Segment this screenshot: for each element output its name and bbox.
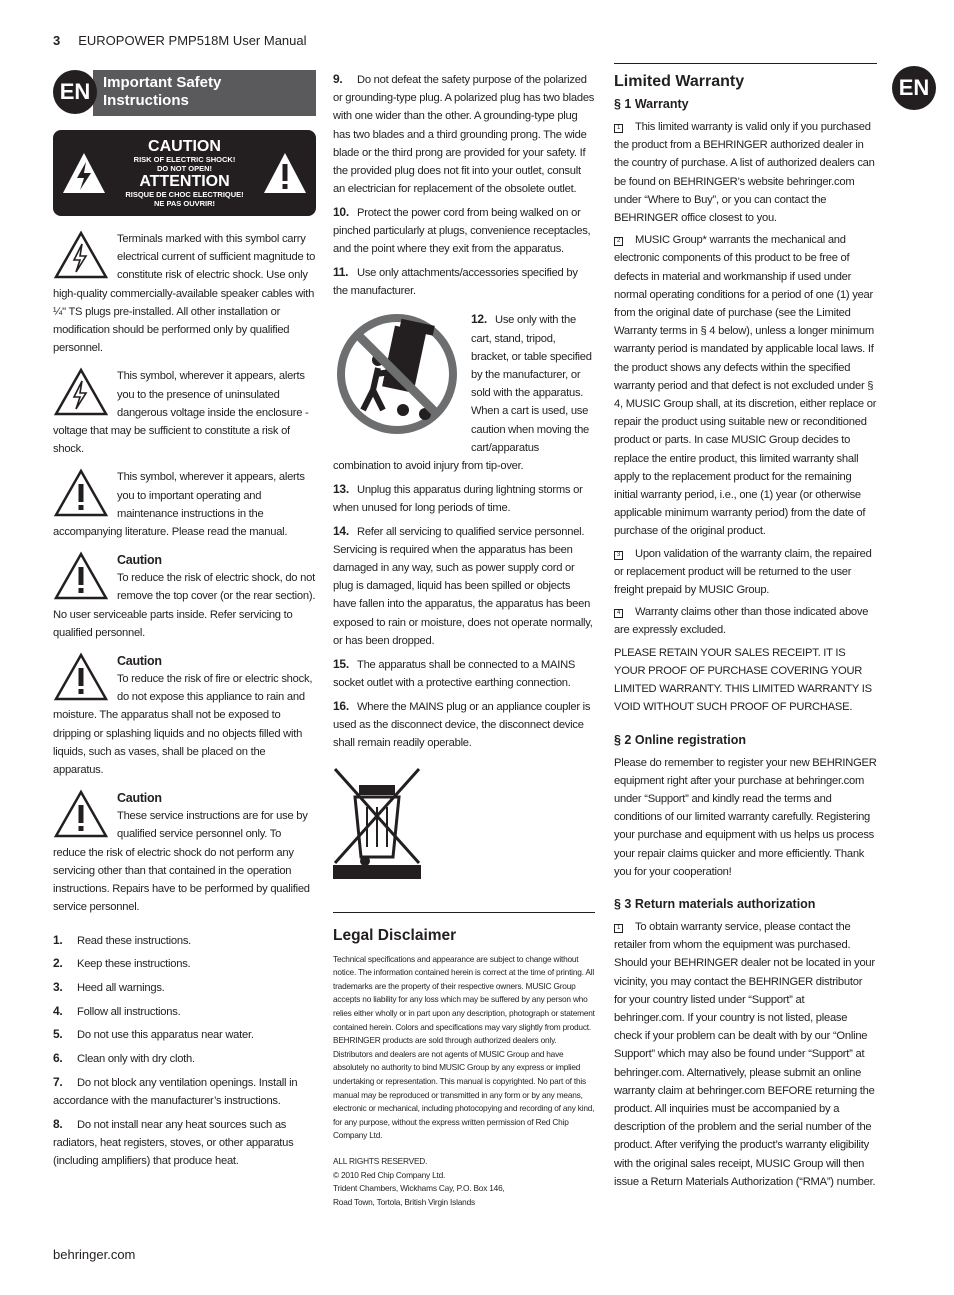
list-item: [333, 70, 595, 198]
item-number: 2.: [53, 956, 63, 971]
item-number: 16.: [333, 698, 349, 713]
item-text: Where the MAINS plug or an appliance coupler is used as the disconnect device, the disconnect device shall remain readily operable.: [333, 700, 591, 749]
item-text: Read these instructions.: [77, 934, 192, 947]
item-number: 10.: [333, 204, 349, 219]
number-marker: 1: [614, 924, 623, 933]
item-number: 4.: [53, 1003, 63, 1018]
list-item: [333, 522, 595, 650]
safety-list: [53, 931, 316, 1171]
warranty-text: Upon validation of the warranty claim, the repaired or replacement product will be returned to the user freight prepaid by MUSIC Group.: [614, 547, 872, 597]
warranty-para: [614, 118, 877, 227]
list-item: [53, 1073, 316, 1110]
warranty-para: [614, 545, 877, 600]
symbol-note: [53, 230, 316, 357]
warranty-column: [614, 63, 877, 1191]
symbol-text: Terminals marked with this symbol carry electrical current of sufficient magnitude to constitute risk of electric shock. Use only high-quality commercially-available speaker cables with ¼" TS plugs pre-installed. All other installation or modification should be performed only by qualified personnel.: [53, 233, 316, 355]
rma-text: To obtain warranty service, please contact the retailer from whom the equipment was purchased. Should your BEHRINGER dealer not be located in your vicinity, you may contact the BEHRINGER distributor for your country listed under “Support” at behringer.com. If your country is not listed, please check if your problem can be dealt with by our “Online Support” which may also be found under “Support” at behringer.com. Alternatively, please submit an online warranty claim at behringer.com BEFORE returning the product. All inquiries must be accompanied by a description of the problem and the serial number of the product. After verifying the product’s warranty eligibility with the original sales receipt, MUSIC Group will then issue a Return Materials Authorization (“RMA”) number.: [614, 920, 876, 1188]
warranty-para: [614, 231, 877, 540]
list-item: [333, 480, 595, 517]
warranty-text: Warranty claims other than those indicated above are expressly excluded.: [614, 606, 869, 637]
list-item: [333, 310, 595, 475]
number-marker: 2: [614, 237, 623, 246]
item-number: 5.: [53, 1027, 63, 1042]
item-text: Clean only with dry cloth.: [77, 1053, 195, 1066]
list-item: [53, 1025, 316, 1044]
list-item: [333, 697, 595, 753]
symbol-note: [53, 367, 316, 458]
receipt-notice: PLEASE RETAIN YOUR SALES RECEIPT. IT IS YOUR PROOF OF PURCHASE COVERING YOUR LIMITED WARRANTY. THIS LIMITED WARRANTY IS VOID WITHOUT SUCH PROOF OF PURCHASE.: [614, 646, 872, 714]
exclamation-warning-icon: [53, 789, 109, 839]
item-text: Follow all instructions.: [77, 1005, 181, 1018]
item-text: Do not defeat the safety purpose of the polarized or grounding-type plug. A polarized plug has two blades with one wider than the other. A grounding-type plug has two blades and a third grounding prong. The wide blade or the third prong are provided for your safety. If the provided plug does not fit into your outlet, consult an electrician for replacement of the obsolete outlet.: [333, 74, 595, 196]
symbol-text: This symbol, wherever it appears, alerts you to the presence of uninsulated dangerous voltage inside the enclosure - voltage that may be sufficient to constitute a risk of shock.: [53, 370, 309, 456]
item-text: Keep these instructions.: [77, 958, 191, 971]
safety-column-2: [333, 70, 595, 1209]
list-item: [53, 978, 316, 997]
number-marker: 1: [614, 124, 623, 133]
list-item: [53, 931, 316, 950]
caution-note: [53, 652, 316, 779]
en-badge: EN: [53, 70, 97, 114]
item-text: Use only attachments/accessories specified by the manufacturer.: [333, 267, 578, 298]
item-text: The apparatus shall be connected to a MAINS socket outlet with a protective earthing connection.: [333, 658, 576, 689]
item-number: 3.: [53, 979, 63, 994]
caution-label: [53, 130, 316, 216]
item-text: Heed all warnings.: [77, 981, 165, 994]
caution-line-1: CAUTION: [148, 138, 221, 155]
item-text: Unplug this apparatus during lightning storms or when unused for long periods of time.: [333, 483, 583, 514]
exclamation-warning-icon: [53, 652, 109, 702]
registration-heading: § 2 Online registration: [614, 732, 746, 747]
list-item: [53, 1115, 316, 1171]
warranty-text: This limited warranty is valid only if you purchased the product from a BEHRINGER authorized dealer in the country of purchase. A list of authorized dealers can be found on BEHRINGER’s website behringer.com under “Where to Buy”, or you can contact the BEHRINGER office closest to you.: [614, 121, 875, 225]
warranty-para: [614, 918, 877, 1191]
address-line-1: Trident Chambers, Wickhams Cay, P.O. Box 146,: [333, 1183, 505, 1194]
symbol-note: [53, 468, 316, 541]
caution-line-3: DO NOT OPEN!: [156, 164, 212, 173]
weee-crossed-bin-icon: [333, 767, 421, 879]
number-marker: 4: [614, 609, 623, 618]
caution-note: [53, 789, 316, 916]
rma-heading: § 3 Return materials authorization: [614, 896, 816, 911]
caution-text: These service instructions are for use by qualified service personnel only. To reduce the risk of electric shock do not perform any servicing other than that contained in the operation instructions. Repairs have to be performed by qualified service personnel.: [53, 810, 310, 914]
item-number: 8.: [53, 1116, 63, 1131]
list-item: [333, 263, 595, 300]
all-rights: ALL RIGHTS RESERVED.: [333, 1155, 428, 1166]
copyright: © 2010 Red Chip Company Ltd.: [333, 1169, 446, 1180]
item-text: Protect the power cord from being walked on or pinched particularly at plugs, convenience receptacles, and the point where they exit from the apparatus.: [333, 206, 591, 256]
exclamation-warning-icon: [53, 468, 109, 518]
page-header: [53, 33, 307, 48]
section-divider: [333, 912, 595, 913]
item-number: 7.: [53, 1074, 63, 1089]
item-number: 14.: [333, 523, 349, 538]
list-item: [333, 655, 595, 692]
item-text: Use only with the cart, stand, tripod, bracket, or table specified by the manufacturer, or sold with the apparatus. When a cart is used, use caution when moving the cart/apparatus combination to avoid injury from tip-over.: [333, 314, 592, 473]
caution-text: To reduce the risk of fire or electric shock, do not expose this appliance to rain and moisture. The apparatus shall not be exposed to dripping or splashing liquids and no objects filled with liquids, such as vases, shall be placed on the apparatus.: [53, 673, 313, 777]
item-text: Do not use this apparatus near water.: [77, 1029, 254, 1042]
manual-title: EUROPOWER PMP518M User Manual: [78, 33, 307, 48]
item-number: 11.: [333, 265, 349, 280]
list-item: [53, 954, 316, 973]
caution-line-6: NE PAS OUVRIR!: [153, 199, 216, 208]
list-item: [333, 203, 595, 259]
caution-heading: Caution: [117, 553, 162, 568]
item-number: 9.: [333, 72, 343, 86]
section-divider: [614, 63, 877, 64]
item-number: 13.: [333, 481, 349, 496]
page-number: 3: [53, 33, 61, 48]
caution-heading: Caution: [117, 654, 162, 669]
caution-line-5: RISQUE DE CHOC ELECTRIQUE!: [125, 190, 244, 199]
item-text: Do not install near any heat sources such as radiators, heat registers, stoves, or other apparatus (including amplifiers) that produce heat.: [53, 1118, 294, 1168]
symbol-text: This symbol, wherever it appears, alerts you to important operating and maintenance instructions in the accompanying literature. Please read the manual.: [53, 471, 305, 539]
safety-title: Important Safety Instructions: [93, 70, 316, 116]
warranty-text: MUSIC Group* warrants the mechanical and electronic components of this product to be free of defects in material and workmanship if used under normal operating conditions for a period of one (1) year from the original date of purchase (see the Limited Warranty terms in § 4 below), unless a longer minimum warranty period is mandated by applicable local laws. If the product shows any defects within the specified warranty period and that defect is not excluded under § 4, MUSIC Group shall, at its discretion, either replace or repair the product using suitable new or reconditioned product or parts. In case MUSIC Group decides to replace the entire product, this limited warranty shall apply to the replacement product for the remaining initial warranty period, i.e., one (1) year (or otherwise applicable minimum warranty period) from the date of purchase of the original product.: [614, 234, 877, 538]
caution-heading: Caution: [117, 791, 162, 806]
item-text: Do not block any ventilation openings. Install in accordance with the manufacturer’s instructions.: [53, 1076, 298, 1107]
safety-column: [53, 70, 316, 1175]
number-marker: 3: [614, 551, 623, 560]
limited-warranty-title: Limited Warranty: [614, 73, 745, 90]
caution-text: To reduce the risk of electric shock, do not remove the top cover (or the rear section). No user serviceable parts inside. Refer servicing to qualified personnel.: [53, 572, 316, 639]
safety-section-header: [53, 70, 316, 116]
caution-line-4: ATTENTION: [139, 173, 230, 190]
item-number: 6.: [53, 1051, 63, 1066]
lightning-warning-icon: [53, 230, 109, 280]
item-number: 1.: [53, 932, 63, 947]
caution-note: [53, 551, 316, 642]
item-number: 15.: [333, 656, 349, 671]
address-line-2: Road Town, Tortola, British Virgin Islands: [333, 1196, 475, 1207]
item-number: 12.: [471, 312, 487, 327]
exclamation-warning-icon: [53, 551, 109, 601]
exclamation-warning-icon: [262, 150, 308, 196]
caution-line-2: RISK OF ELECTRIC SHOCK!: [133, 155, 236, 164]
en-corner-badge: EN: [892, 66, 936, 110]
warranty-heading: § 1 Warranty: [614, 97, 689, 111]
lightning-warning-icon: [61, 150, 107, 196]
legal-disclaimer-title: Legal Disclaimer: [333, 926, 457, 944]
legal-text: Technical specifications and appearance are subject to change without notice. The information contained herein is correct at the time of printing. All trademarks are the property of their respective owners. MUSIC Group accepts no liability for any loss which may be suffered by any person who relies either wholly or in part upon any description, photograph or statement contained herein. Colors and specifications may vary slightly from product. BEHRINGER products are sold through authorized dealers only. Distributors and dealers are not agents of MUSIC Group and have absolutely no authority to bind MUSIC Group by any express or implied undertaking or representation. This manual is copyrighted. No part of this manual may be reproduced or transmitted in any form or by any means, electronic or mechanical, including photocopying and recording of any kind, for any purpose, without the express written permission of Red Chip Company Ltd.: [333, 953, 595, 1141]
footer-url: behringer.com: [53, 1247, 136, 1262]
list-item: [53, 1049, 316, 1068]
cart-tip-over-icon: [333, 310, 461, 438]
item-text: Refer all servicing to qualified service personnel. Servicing is required when the apparatus has been damaged in any way, such as power supply cord or plug is damaged, liquid has been spilled or objects have fallen into the apparatus, the apparatus has been exposed to rain or moisture, does not operate normally, or has been dropped.: [333, 525, 593, 647]
warranty-para: [614, 603, 877, 639]
lightning-warning-icon: [53, 367, 109, 417]
registration-text: Please do remember to register your new BEHRINGER equipment right after your purchase at behringer.com under “Support” and kindly read the terms and conditions of our limited warranty carefully. Registering your purchase and equipment with us helps us process your repair claims quicker and more efficiently. Thank you for your cooperation!: [614, 756, 877, 878]
list-item: [53, 1002, 316, 1021]
